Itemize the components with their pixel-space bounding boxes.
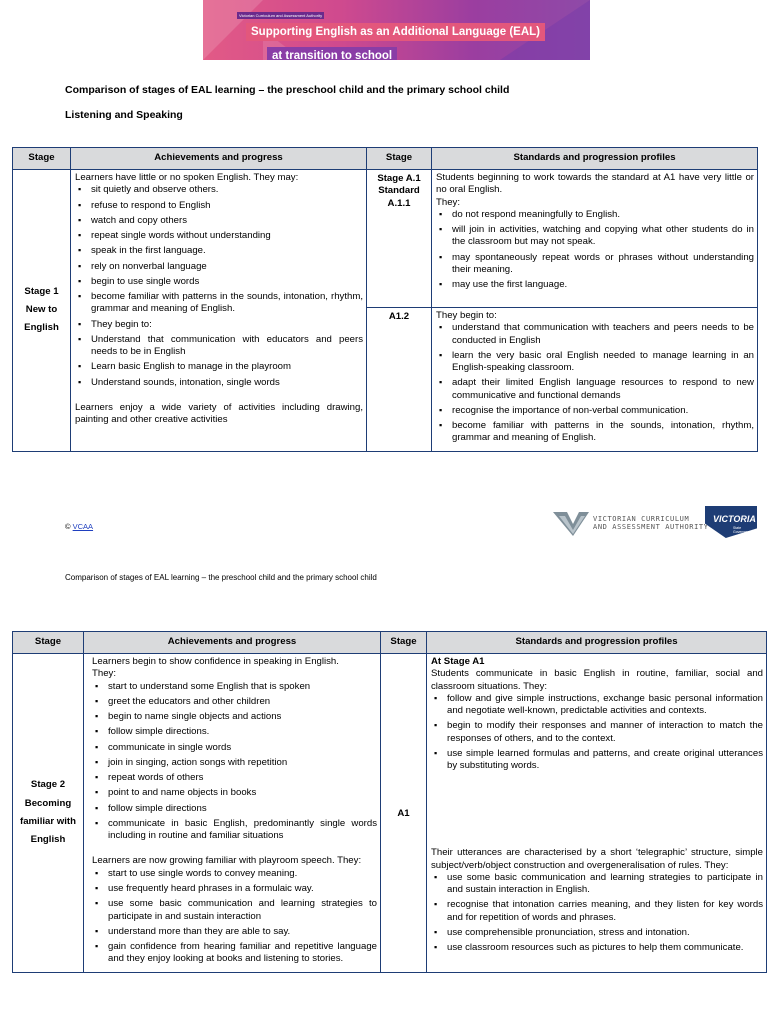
list-item: ▪ speak in the first language. <box>75 245 363 257</box>
stage2-table <box>12 631 767 973</box>
list-item: ▪ start to understand some English that is spoken <box>92 681 377 693</box>
list-item: ▪ greet the educators and other children <box>92 696 377 708</box>
achievements-list <box>75 184 363 389</box>
achievements-intro: Learners begin to show confidence in speaking in English. <box>92 656 339 667</box>
list-item: ▪ follow simple directions. <box>92 726 377 738</box>
list-item: ▪ use frequently heard phrases in a formulaic way. <box>92 883 377 895</box>
banner-authority: Victorian Curriculum and Assessment Authority <box>239 13 323 18</box>
list-item: ▪ adapt their limited English language resources to respond to new communicative and functional demands <box>436 377 754 402</box>
header-achievements: Achievements and progress <box>71 148 367 170</box>
eal-banner <box>203 0 590 60</box>
banner-subtitle: at transition to school <box>267 47 397 60</box>
profile-list <box>431 872 763 955</box>
stage-line: English <box>30 834 66 846</box>
list-item: ▪ start to use single words to convey meaning. <box>92 868 377 880</box>
list-item: ▪ use some basic communication and learning strategies to participate in and sustain interaction in English. <box>431 872 763 897</box>
header-standards: Standards and progression profiles <box>432 148 758 170</box>
list-item: ▪ watch and copy others <box>75 215 363 227</box>
stage-line: New to <box>25 304 58 316</box>
vcaa-link[interactable]: VCAA <box>72 522 94 531</box>
page-title: Comparison of stages of EAL learning – the preschool child and the primary school child <box>65 573 377 582</box>
profile-list <box>431 693 763 773</box>
victoria-logo-text: VICTORIA <box>713 514 756 524</box>
profile-intro: They begin to: <box>436 310 497 321</box>
copyright <box>65 522 93 531</box>
list-item: ▪ repeat words of others <box>92 772 377 784</box>
profile-cell <box>427 654 767 973</box>
profile-they: They: <box>436 196 460 208</box>
copyright-symbol: © <box>65 522 71 531</box>
profile-cell <box>432 308 758 452</box>
achievements-cell <box>71 170 367 452</box>
stage-code-cell <box>367 170 432 308</box>
list-item: ▪ begin to name single objects and actions <box>92 711 377 723</box>
profile-intro: Students communicate in basic English in routine, familiar, social and classroom situations. They: <box>431 668 763 692</box>
stage-label <box>13 170 71 452</box>
stage-code-line: Standard <box>378 185 420 197</box>
header-stage: Stage <box>13 632 84 654</box>
profile-intro: Their utterances are characterised by a short ‘telegraphic’ structure, simple subject/verb/object construction and overgeneralisation of rules. They: <box>431 847 763 871</box>
list-item: ▪ rely on nonverbal language <box>75 261 363 273</box>
list-item: ▪ become familiar with patterns in the sounds, intonation, rhythm, grammar and meaning of English. <box>75 291 363 316</box>
list-item: ▪ gain confidence from hearing familiar and repetitive language and they enjoy looking at books and listening to stories. <box>92 941 377 966</box>
list-item: ▪ use classroom resources such as pictures to help them communicate. <box>431 942 763 954</box>
list-item: ▪ become familiar with patterns in the sounds, intonation, rhythm, grammar and meaning of English. <box>436 420 754 445</box>
profile-title: At Stage A1 <box>431 656 485 667</box>
banner-title: Supporting English as an Additional Language (EAL) <box>246 23 545 41</box>
achievements-list <box>92 681 377 843</box>
stage-code-cell: A1.2 <box>367 308 432 452</box>
stage-line: familiar with <box>20 815 76 827</box>
list-item: ▪ begin to use single words <box>75 276 363 288</box>
list-item: ▪ will join in activities, watching and copying what other students do in the classroom but may not speak. <box>436 224 754 249</box>
vcaa-line: VICTORIAN CURRICULUM <box>593 515 690 523</box>
list-item: ▪ do not respond meaningfully to English. <box>436 209 754 221</box>
stage-line: English <box>24 322 59 334</box>
list-item: ▪ follow and give simple instructions, exchange basic personal information and negotiate well-known, predictable activities and contexts. <box>431 693 763 718</box>
list-item: ▪ follow simple directions <box>92 803 377 815</box>
stage-code-cell: A1 <box>381 654 427 973</box>
stage-code-line: Stage A.1 <box>377 173 421 184</box>
list-item: ▪ communicate in single words <box>92 742 377 754</box>
profile-list <box>436 209 754 292</box>
profile-intro: Students beginning to work towards the standard at A1 have very little or no oral English. <box>436 172 754 196</box>
list-item: ▪ begin to modify their responses and manner of interaction to match the responses of others, and to the context. <box>431 720 763 745</box>
list-item: ▪ sit quietly and observe others. <box>75 184 363 196</box>
stage-line: Stage 1 <box>24 285 59 297</box>
list-item: ▪ refuse to respond to English <box>75 200 363 212</box>
list-item: ▪ recognise the importance of non-verbal communication. <box>436 405 754 417</box>
header-stage: Stage <box>13 148 71 170</box>
list-item: ▪ Understand that communication with educators and peers needs to be in English <box>75 334 363 359</box>
list-item: ▪ point to and name objects in books <box>92 787 377 799</box>
achievements-cell <box>84 654 381 973</box>
page-title: Comparison of stages of EAL learning – the preschool child and the primary school child <box>65 84 510 96</box>
header-stage-code: Stage <box>381 632 427 654</box>
list-item: ▪ use simple learned formulas and patterns, and create original utterances by substituting words. <box>431 748 763 773</box>
list-item: ▪ They begin to: <box>75 319 363 331</box>
stage-label <box>13 654 84 973</box>
stage-line: Stage 2 <box>30 779 66 791</box>
achievements-list <box>92 868 377 966</box>
stage-line: Becoming <box>24 797 72 809</box>
list-item: ▪ communicate in basic English, predominantly single words including in routine and familiar situations <box>92 818 377 843</box>
list-item: ▪ understand that communication with teachers and peers needs to be conducted in English <box>436 322 754 347</box>
stage1-table <box>12 147 758 452</box>
list-item: ▪ join in singing, action songs with repetition <box>92 757 377 769</box>
list-item: ▪ understand more than they are able to say. <box>92 926 377 938</box>
profile-list <box>436 322 754 444</box>
profile-cell <box>432 170 758 308</box>
list-item: ▪ learn the very basic oral English needed to manage learning in an English-speaking classroom. <box>436 350 754 375</box>
header-stage-code: Stage <box>367 148 432 170</box>
vcaa-logo-icon <box>553 510 589 536</box>
achievements-they: They: <box>92 668 116 680</box>
header-achievements: Achievements and progress <box>84 632 381 654</box>
achievements-intro: Learners have little or no spoken English. They may: <box>75 172 299 183</box>
stage-code-line: A.1.1 <box>387 197 411 209</box>
achievements-intro: Learners are now growing familiar with playroom speech. They: <box>92 855 362 867</box>
vcaa-logo-text <box>593 515 709 532</box>
list-item: ▪ recognise that intonation carries meaning, and they listen for key words and for repetition of words and phrases. <box>431 899 763 924</box>
achievements-outro: Learners enjoy a wide variety of activities including drawing, painting and other creative activities <box>75 401 363 426</box>
footer-logos <box>553 506 758 540</box>
list-item: ▪ may use the first language. <box>436 279 754 291</box>
section-title: Listening and Speaking <box>65 109 183 121</box>
list-item: ▪ may spontaneously repeat words or phrases without understanding their meaning. <box>436 252 754 277</box>
list-item: ▪ use some basic communication and learning strategies to participate in and sustain interaction <box>92 898 377 923</box>
vcaa-line: AND ASSESSMENT AUTHORITY <box>593 523 709 532</box>
list-item: ▪ repeat single words without understanding <box>75 230 363 242</box>
header-standards: Standards and progression profiles <box>427 632 767 654</box>
list-item: ▪ use comprehensible pronunciation, stress and intonation. <box>431 927 763 939</box>
list-item: ▪ Understand sounds, intonation, single words <box>75 377 363 389</box>
victoria-logo-subtext: State Government <box>733 526 753 534</box>
list-item: ▪ Learn basic English to manage in the playroom <box>75 361 363 373</box>
